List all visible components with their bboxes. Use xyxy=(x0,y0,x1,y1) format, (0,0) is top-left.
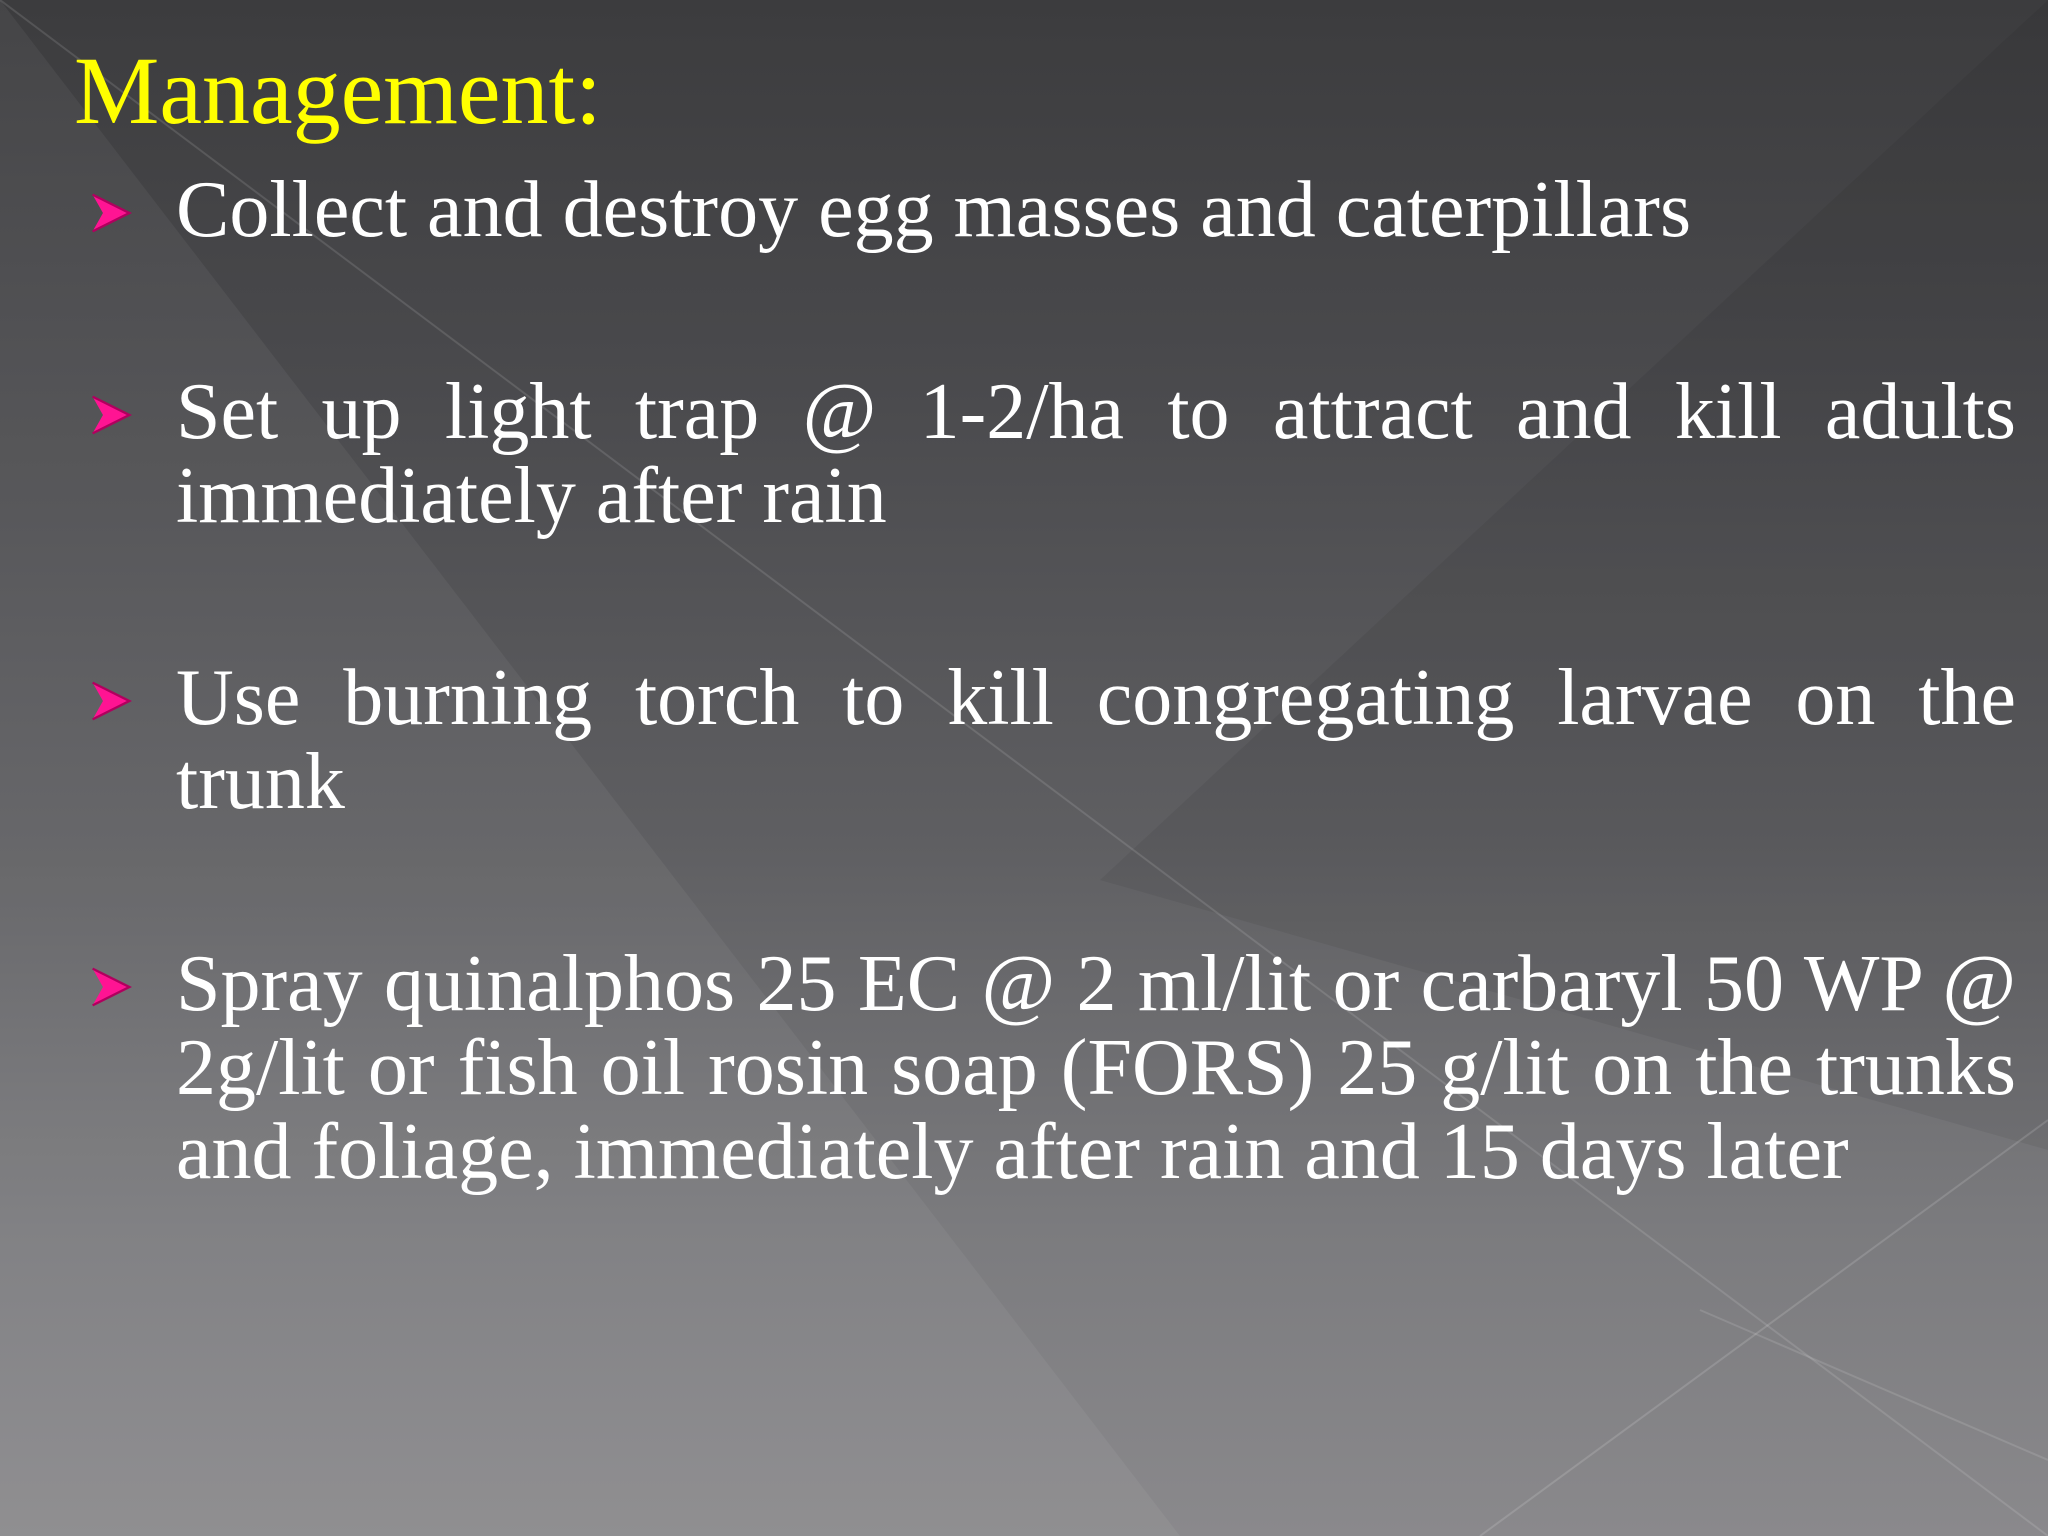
arrow-head-icon xyxy=(88,678,134,724)
bullet-text-collect: Collect and destroy egg masses and caterpillars xyxy=(176,166,1692,254)
bullet-text-spray: Spray quinalphos 25 EC @ 2 ml/lit or carbaryl 50 WP @ 2g/lit or fish oil rosin soap (FORS) 25 g/lit on the trunks and foliage, immediately after rain and 15 days later xyxy=(176,940,2016,1196)
bullet-text-light-trap: Set up light trap @ 1-2/ha to attract and kill adults immediately after rain xyxy=(176,368,2016,540)
arrow-head-icon xyxy=(88,392,134,438)
arrow-head-icon xyxy=(88,190,134,236)
arrow-head-icon xyxy=(88,964,134,1010)
slide-title: Management: xyxy=(74,37,602,144)
bullet-text-torch: Use burning torch to kill congregating larvae on the trunk xyxy=(176,654,2016,826)
